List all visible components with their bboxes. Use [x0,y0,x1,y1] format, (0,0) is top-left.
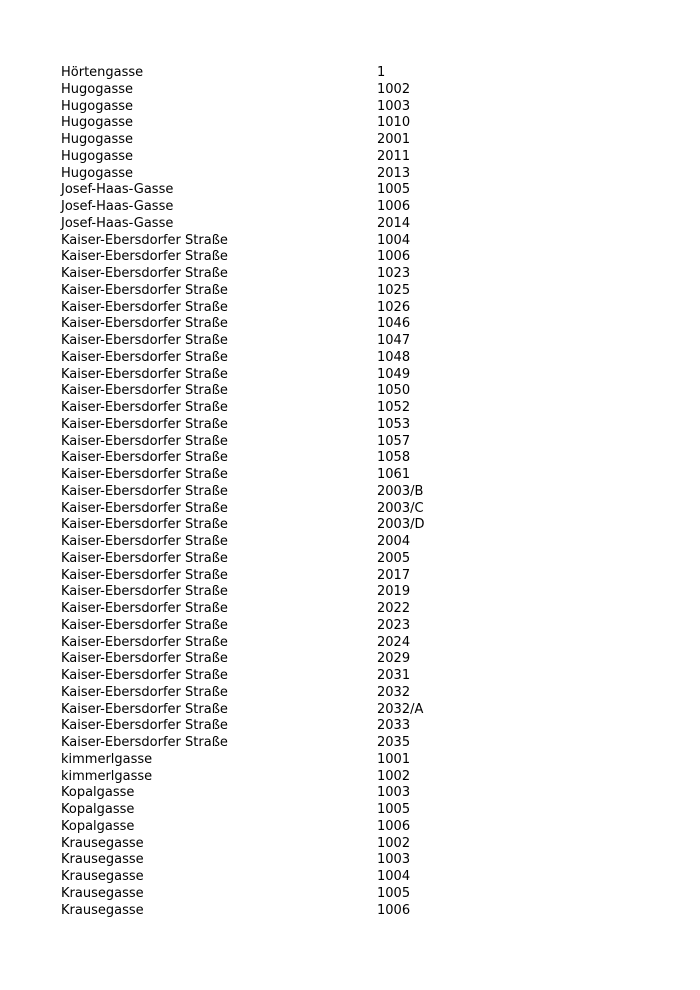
table-row [61,350,497,367]
table-row [61,584,497,601]
street-name-cell: Kaiser-Ebersdorfer Straße [61,634,228,650]
table-row [61,668,497,685]
street-name-cell: Kaiser-Ebersdorfer Straße [61,601,228,616]
table-row [61,852,497,869]
house-number-cell: 1050 [377,383,411,399]
table-row [61,115,497,132]
house-number-cell: 1004 [377,232,411,248]
house-number-cell: 1006 [377,249,411,265]
table-row [61,551,497,568]
house-number-cell: 2031 [377,668,411,683]
address-table [61,65,497,919]
house-number-cell: 1005 [377,885,411,901]
house-number-cell: 1010 [377,115,411,131]
table-row [61,484,497,501]
table-row [61,199,497,216]
street-name-cell: Krausegasse [61,835,144,851]
street-name-cell: Hörtengasse [61,65,144,80]
house-number-cell: 1058 [377,450,411,466]
street-name-cell: Kopalgasse [61,785,135,801]
street-name-cell: kimmerlgasse [61,751,153,767]
street-name-cell: Josef-Haas-Gasse [61,215,174,231]
street-name-cell: Kaiser-Ebersdorfer Straße [61,450,228,466]
house-number-cell: 1047 [377,333,411,348]
house-number-cell: 2003/B [377,483,424,499]
street-name-cell: Kaiser-Ebersdorfer Straße [61,517,228,533]
street-name-cell: Krausegasse [61,902,144,918]
house-number-cell: 2024 [377,634,411,650]
house-number-cell: 2033 [377,718,411,734]
house-number-cell: 2003/C [377,500,424,516]
street-name-cell: Hugogasse [61,81,133,97]
table-row [61,718,497,735]
house-number-cell: 2022 [377,601,411,616]
street-name-cell: Kaiser-Ebersdorfer Straße [61,266,228,281]
street-name-cell: Kaiser-Ebersdorfer Straße [61,718,228,734]
street-name-cell: Kaiser-Ebersdorfer Straße [61,684,228,700]
street-name-cell: kimmerlgasse [61,768,153,784]
street-name-cell: Kaiser-Ebersdorfer Straße [61,433,228,449]
street-name-cell: Kaiser-Ebersdorfer Straße [61,416,228,432]
street-name-cell: Josef-Haas-Gasse [61,182,174,198]
house-number-cell: 2032/A [377,701,424,717]
house-number-cell: 2004 [377,534,411,549]
house-number-cell: 1003 [377,98,411,114]
street-name-cell: Hugogasse [61,148,133,164]
table-row [61,400,497,417]
street-name-cell: Hugogasse [61,115,133,131]
table-row [61,534,497,551]
table-row [61,316,497,333]
house-number-cell: 1005 [377,182,411,198]
table-row [61,333,497,350]
street-name-cell: Kaiser-Ebersdorfer Straße [61,232,228,248]
street-name-cell: Kaiser-Ebersdorfer Straße [61,735,228,750]
house-number-cell: 2003/D [377,517,425,533]
street-name-cell: Josef-Haas-Gasse [61,199,174,214]
house-number-cell: 1006 [377,199,411,214]
house-number-cell: 2017 [377,567,411,583]
house-number-cell: 2029 [377,651,411,667]
street-name-cell: Krausegasse [61,885,144,901]
house-number-cell: 1052 [377,400,411,415]
table-row [61,383,497,400]
table-row [61,836,497,853]
table-row [61,216,497,233]
house-number-cell: 1025 [377,282,411,298]
house-number-cell: 2023 [377,617,411,633]
street-name-cell: Kaiser-Ebersdorfer Straße [61,349,228,365]
address-rows [61,65,497,919]
table-row [61,467,497,484]
house-number-cell: 1002 [377,81,411,97]
table-row [61,132,497,149]
house-number-cell: 2001 [377,132,411,147]
house-number-cell: 1004 [377,869,411,884]
table-row [61,886,497,903]
table-row [61,99,497,116]
street-name-cell: Kaiser-Ebersdorfer Straße [61,383,228,399]
table-row [61,82,497,99]
street-name-cell: Kaiser-Ebersdorfer Straße [61,550,228,566]
house-number-cell: 1003 [377,852,411,868]
table-row [61,517,497,534]
street-name-cell: Krausegasse [61,852,144,868]
house-number-cell: 2013 [377,165,411,181]
house-number-cell: 1002 [377,768,411,784]
street-name-cell: Kaiser-Ebersdorfer Straße [61,282,228,298]
table-row [61,367,497,384]
house-number-cell: 2032 [377,684,411,700]
table-row [61,735,497,752]
table-row [61,651,497,668]
table-row [61,802,497,819]
table-row [61,417,497,434]
street-name-cell: Kaiser-Ebersdorfer Straße [61,500,228,516]
street-name-cell: Kaiser-Ebersdorfer Straße [61,567,228,583]
house-number-cell: 1049 [377,366,411,382]
house-number-cell: 1002 [377,835,411,851]
house-number-cell: 1061 [377,467,411,482]
street-name-cell: Hugogasse [61,132,133,147]
house-number-cell: 1006 [377,818,411,834]
street-name-cell: Kaiser-Ebersdorfer Straße [61,366,228,382]
street-name-cell: Kaiser-Ebersdorfer Straße [61,701,228,717]
street-name-cell: Kaiser-Ebersdorfer Straße [61,299,228,315]
house-number-cell: 1023 [377,266,411,281]
house-number-cell: 2035 [377,735,411,750]
house-number-cell: 1001 [377,751,411,767]
house-number-cell: 1048 [377,349,411,365]
house-number-cell: 1046 [377,316,411,332]
table-row [61,266,497,283]
street-name-cell: Kaiser-Ebersdorfer Straße [61,584,228,600]
street-name-cell: Hugogasse [61,165,133,181]
house-number-cell: 1 [377,65,386,80]
house-number-cell: 2005 [377,550,411,566]
table-row [61,819,497,836]
house-number-cell: 1003 [377,785,411,801]
house-number-cell: 1006 [377,902,411,918]
street-name-cell: Kaiser-Ebersdorfer Straße [61,467,228,482]
street-name-cell: Kaiser-Ebersdorfer Straße [61,249,228,265]
house-number-cell: 1005 [377,802,411,817]
table-row [61,785,497,802]
street-name-cell: Kopalgasse [61,818,135,834]
house-number-cell: 1053 [377,416,411,432]
street-name-cell: Kopalgasse [61,802,135,817]
table-row [61,685,497,702]
street-name-cell: Kaiser-Ebersdorfer Straße [61,333,228,348]
table-row [61,752,497,769]
street-name-cell: Kaiser-Ebersdorfer Straße [61,651,228,667]
house-number-cell: 2019 [377,584,411,600]
street-name-cell: Kaiser-Ebersdorfer Straße [61,316,228,332]
table-row [61,300,497,317]
table-row [61,249,497,266]
street-name-cell: Kaiser-Ebersdorfer Straße [61,400,228,415]
house-number-cell: 1026 [377,299,411,315]
house-number-cell: 1057 [377,433,411,449]
table-row [61,702,497,719]
street-name-cell: Kaiser-Ebersdorfer Straße [61,668,228,683]
table-row [61,618,497,635]
table-row [61,568,497,585]
table-row [61,601,497,618]
table-row [61,450,497,467]
street-name-cell: Kaiser-Ebersdorfer Straße [61,617,228,633]
table-row [61,501,497,518]
table-row [61,233,497,250]
table-row [61,283,497,300]
table-row [61,769,497,786]
table-row [61,149,497,166]
street-name-cell: Kaiser-Ebersdorfer Straße [61,534,228,549]
table-row [61,903,497,920]
street-name-cell: Kaiser-Ebersdorfer Straße [61,483,228,499]
street-name-cell: Krausegasse [61,869,144,884]
house-number-cell: 2014 [377,215,411,231]
table-row [61,434,497,451]
table-row [61,166,497,183]
table-row [61,182,497,199]
table-row [61,65,497,82]
table-row [61,635,497,652]
table-row [61,869,497,886]
house-number-cell: 2011 [377,148,411,164]
street-name-cell: Hugogasse [61,98,133,114]
